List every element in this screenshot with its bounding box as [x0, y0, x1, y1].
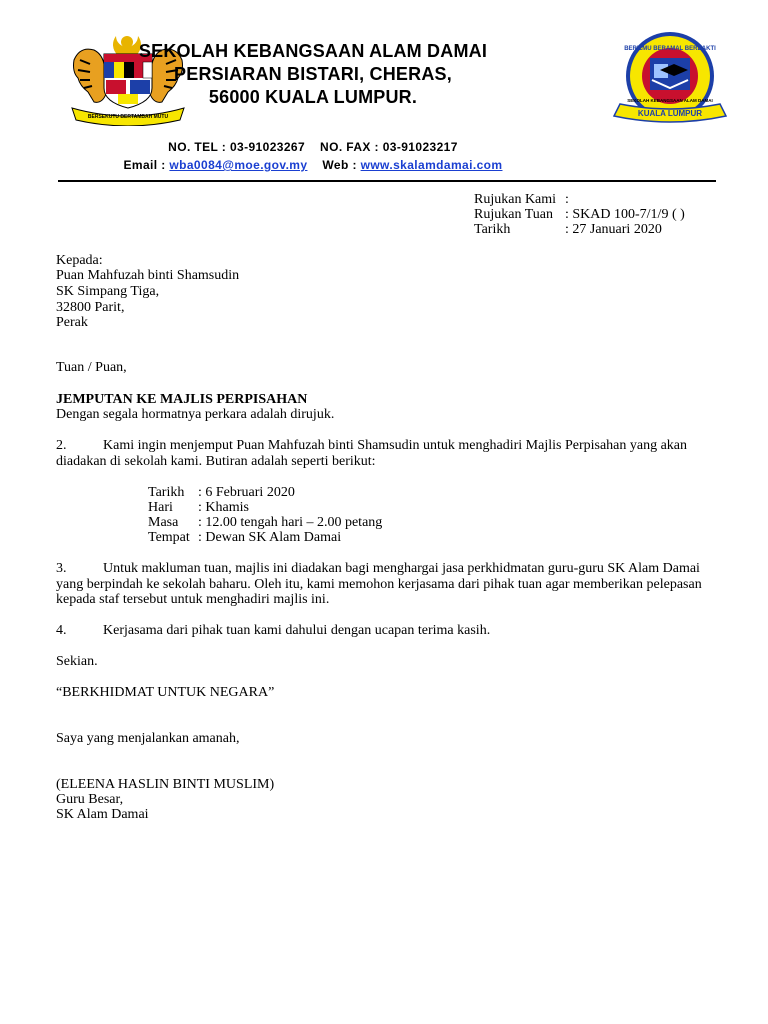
crest-right-ring-text: BERILMU BERAMAL BERBAKTI	[624, 46, 716, 52]
ref-our-value: :	[565, 192, 569, 207]
school-address-line1: PERSIARAN BISTARI, CHERAS,	[174, 64, 452, 84]
ref-our-label: Rujukan Kami	[474, 192, 557, 207]
contact-phone-fax	[58, 140, 568, 154]
paragraph-3-line3: kepada staf tersebut untuk menghadiri majlis ini.	[56, 592, 330, 607]
crest-right-inner-text: SEKOLAH KEBANGSAAN ALAM DAMAI	[627, 98, 713, 103]
ref-date-label: Tarikh	[474, 222, 511, 237]
ref-date-value: : 27 Januari 2020	[565, 222, 662, 237]
tel-label: NO. TEL :	[168, 140, 227, 154]
school-crest-logo	[604, 30, 740, 128]
opening-line: Dengan segala hormatnya perkara adalah dirujuk.	[56, 407, 335, 422]
email-link[interactable]: wba0084@moe.gov.my	[169, 158, 308, 172]
fax-number: 03-91023217	[382, 140, 458, 154]
contact-email-web	[58, 158, 568, 172]
trust-line: Saya yang menjalankan amanah,	[56, 731, 240, 746]
paragraph-2	[56, 438, 720, 469]
ref-our	[474, 192, 569, 207]
detail-row	[148, 530, 341, 545]
signatory-name: (ELEENA HASLIN BINTI MUSLIM)	[56, 777, 275, 792]
detail-value: : Khamis	[198, 500, 249, 515]
salutation: Tuan / Puan,	[56, 360, 127, 375]
recipient-school: SK Simpang Tiga,	[56, 284, 160, 299]
paragraph-2-line1: Kami ingin menjemput Puan Mahfuzah binti Shamsudin untuk menghadiri Majlis Perpisahan yang akan	[103, 438, 688, 453]
ref-your-value: : SKAD 100-7/1/9 ( )	[565, 207, 685, 222]
paragraph-3-num: 3.	[56, 561, 67, 576]
school-name: SEKOLAH KEBANGSAAN ALAM DAMAI	[138, 41, 488, 61]
recipient-to-label: Kepada:	[56, 253, 103, 268]
paragraph-2-line2: diadakan di sekolah kami. Butiran adalah seperti berikut:	[56, 453, 376, 469]
motto: “BERKHIDMAT UNTUK NEGARA”	[56, 685, 275, 700]
paragraph-4-num: 4.	[56, 623, 67, 638]
paragraph-3	[56, 561, 720, 608]
recipient-name: Puan Mahfuzah binti Shamsudin	[56, 268, 240, 283]
paragraph-2-num: 2.	[56, 438, 67, 453]
ref-date	[474, 222, 662, 237]
recipient-state: Perak	[56, 315, 88, 330]
detail-label: Tempat	[148, 530, 190, 545]
web-label: Web :	[322, 158, 357, 172]
paragraph-3-line2: yang berpindah ke sekolah baharu. Oleh itu, kami memohon kerjasama dari pihak tuan agar memberikan pelepasan	[56, 576, 702, 592]
fax-label: NO. FAX :	[320, 140, 379, 154]
paragraph-4	[56, 623, 720, 639]
paragraph-3-line1: Untuk makluman tuan, majlis ini diadakan bagi menghargai jasa perkhidmatan guru-guru SK Alam Damai	[103, 561, 700, 576]
detail-row	[148, 500, 249, 515]
detail-row	[148, 515, 382, 530]
detail-value: : Dewan SK Alam Damai	[198, 530, 342, 545]
detail-label: Hari	[148, 500, 173, 515]
closing: Sekian.	[56, 654, 98, 669]
school-address-line2: 56000 KUALA LUMPUR.	[208, 87, 418, 107]
detail-label: Tarikh	[148, 485, 185, 500]
signatory-school: SK Alam Damai	[56, 807, 149, 822]
detail-row	[148, 485, 295, 500]
detail-value: : 12.00 tengah hari – 2.00 petang	[198, 515, 383, 530]
header-divider	[58, 180, 716, 182]
crest-left-motto: BERSEKUTU BERTAMBAH MUTU	[87, 114, 169, 120]
email-label: Email :	[123, 158, 166, 172]
detail-label: Masa	[148, 515, 179, 530]
web-link[interactable]: www.skalamdamai.com	[360, 158, 503, 172]
paragraph-4-text: Kerjasama dari pihak tuan kami dahului dengan ucapan terima kasih.	[103, 623, 491, 638]
recipient-postcode: 32800 Parit,	[56, 300, 125, 315]
detail-value: : 6 Februari 2020	[198, 485, 295, 500]
letter-subject: JEMPUTAN KE MAJLIS PERPISAHAN	[56, 392, 308, 407]
crest-right-banner-text: KUALA LUMPUR	[637, 109, 703, 118]
ref-your	[474, 207, 685, 222]
ref-your-label: Rujukan Tuan	[474, 207, 553, 222]
tel-number: 03-91023267	[229, 140, 306, 154]
signatory-title: Guru Besar,	[56, 792, 124, 807]
